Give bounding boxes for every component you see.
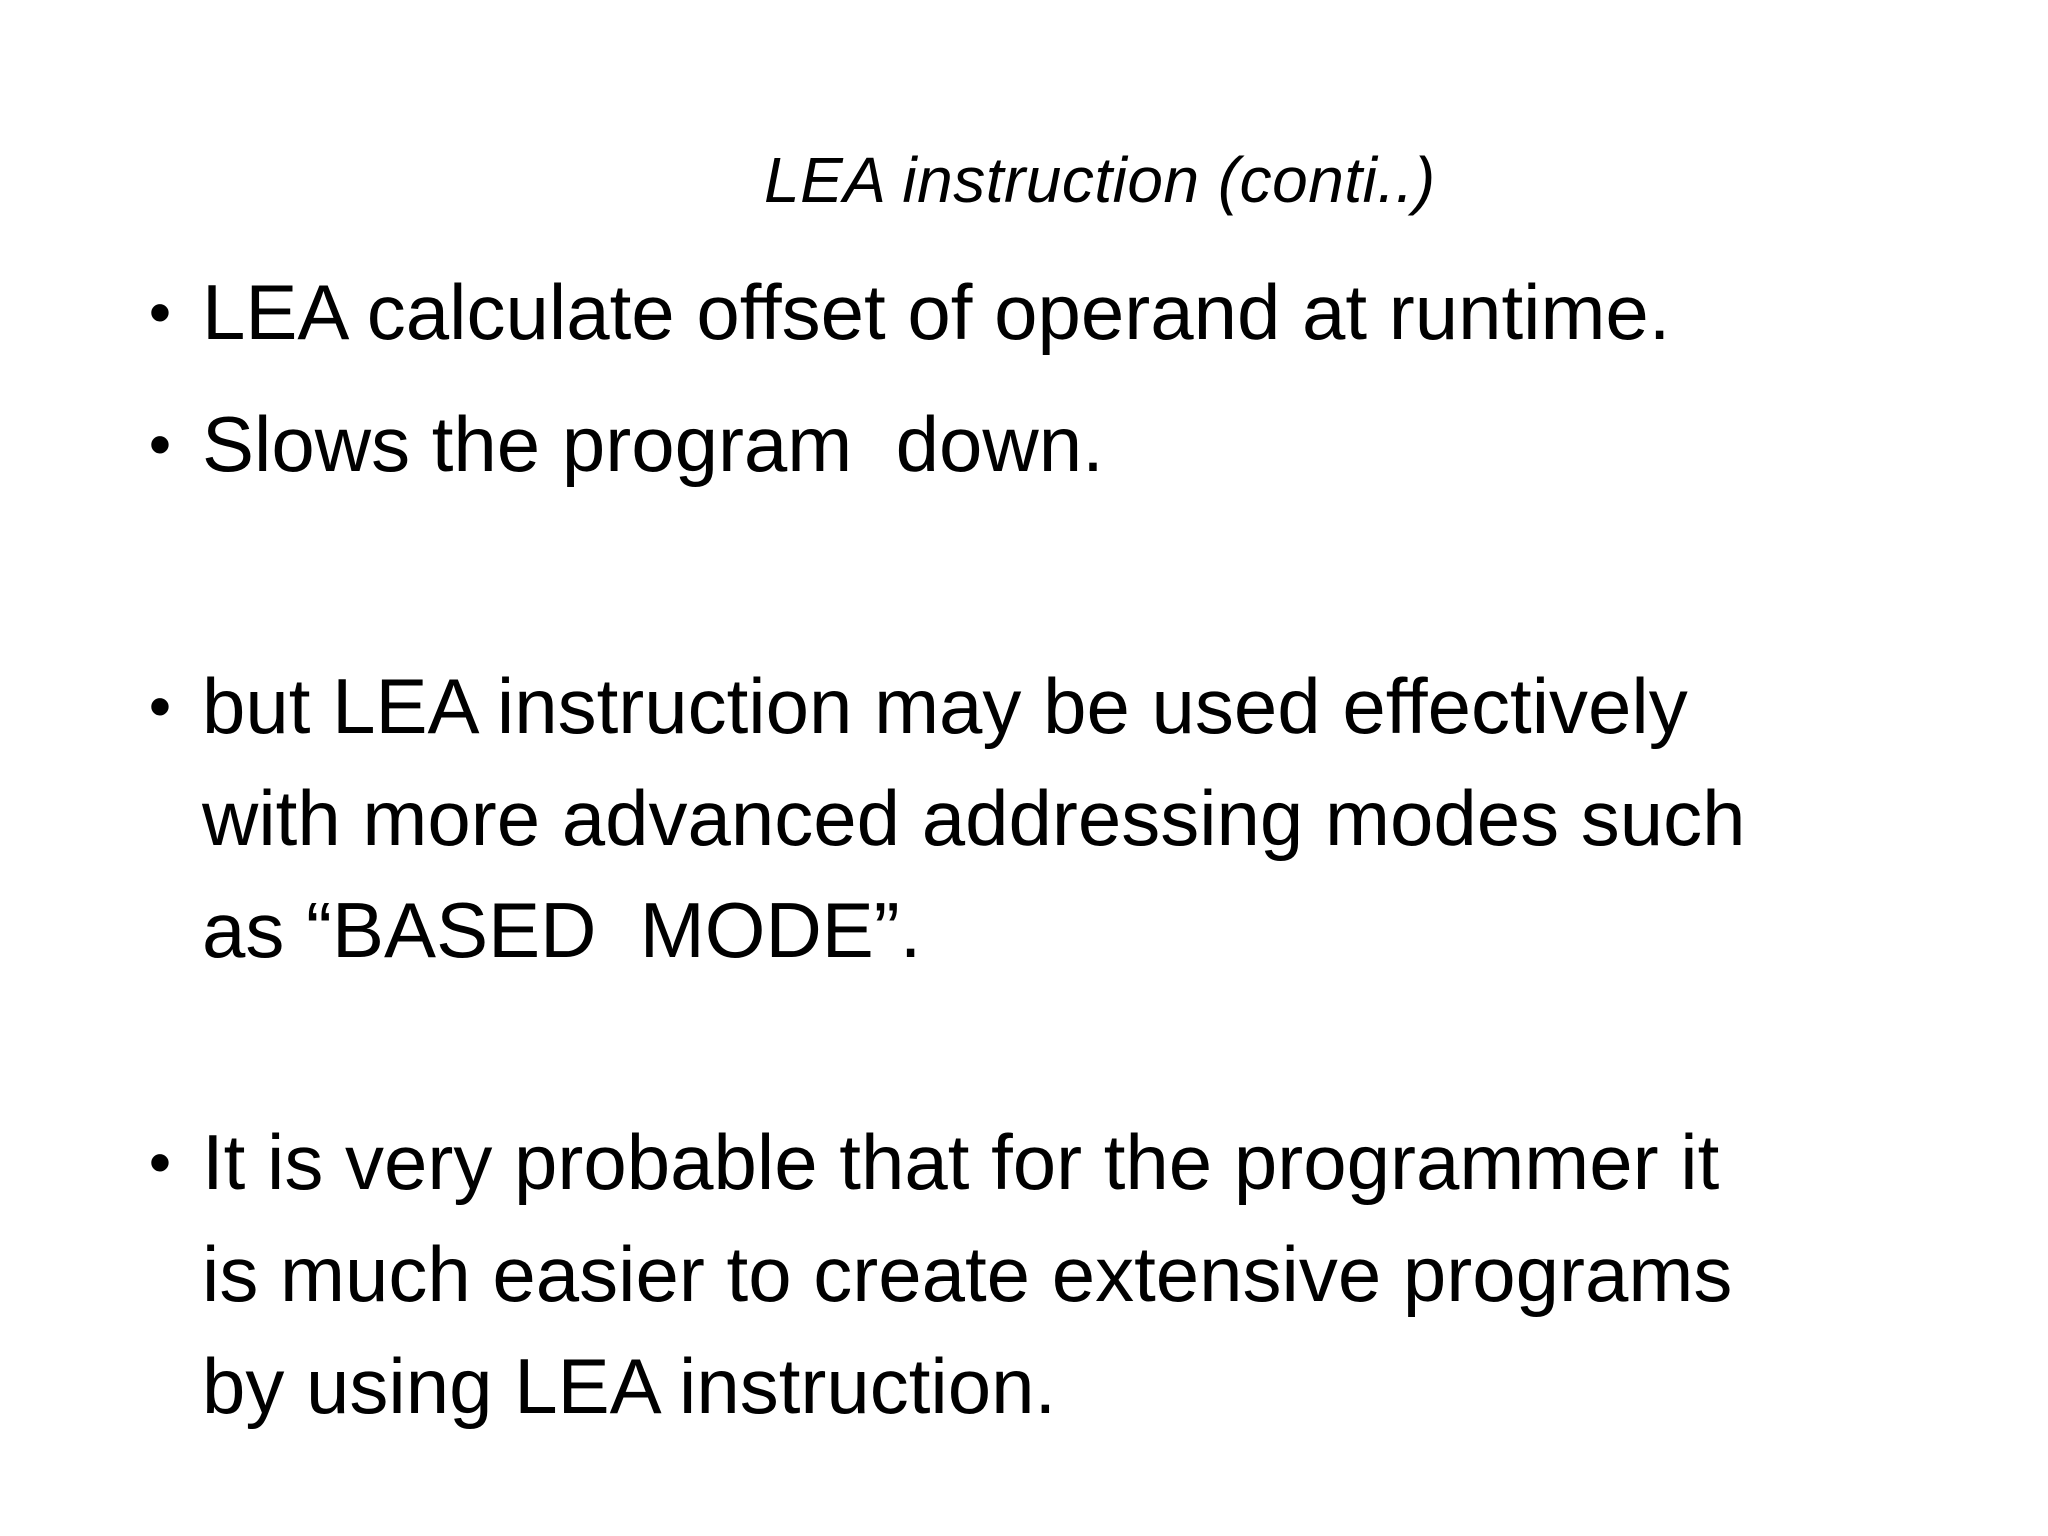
bullet-text: LEA calculate offset of operand at runtime. [202, 268, 1671, 356]
slide-title: LEA instruction (conti..) [764, 144, 1436, 216]
bullet-icon: • [148, 408, 172, 480]
bullet-text: Slows the program down. [202, 400, 1104, 488]
bullet-icon: • [148, 1126, 172, 1198]
bullet-text: It is very probable that for the programmer it is much easier to create extensive programs by using LEA instruction. [202, 1118, 1733, 1430]
bullet-icon: • [148, 276, 172, 348]
bullet-text: but LEA instruction may be used effectively with more advanced addressing modes such as “BASED MODE”. [202, 662, 1746, 974]
bullet-icon: • [148, 670, 172, 742]
